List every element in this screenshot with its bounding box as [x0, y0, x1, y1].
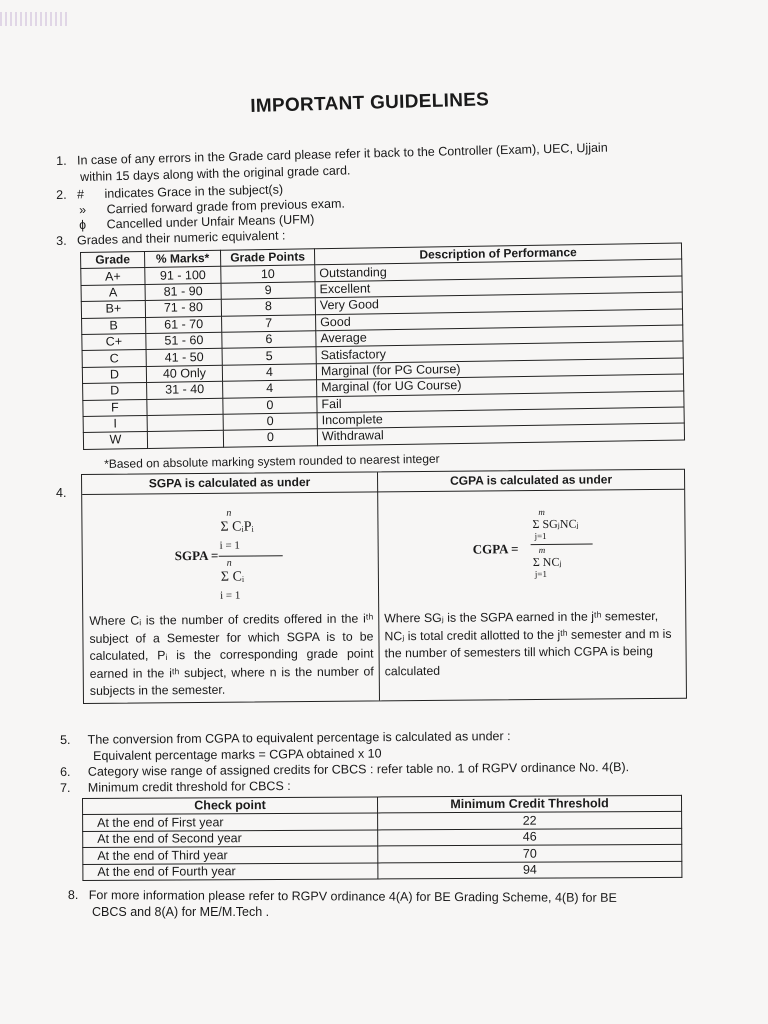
marks-cell: 40 Only	[146, 365, 222, 383]
checkpoint-cell: At the end of Third year	[83, 846, 378, 864]
header-description: Description of Performance	[314, 243, 681, 265]
grace-text: indicates Grace in the subject(s)	[104, 182, 284, 201]
description-cell: Average	[316, 325, 683, 347]
marks-cell: 31 - 40	[147, 381, 223, 399]
marks-cell: 71 - 80	[145, 299, 221, 317]
marks-cell: 61 - 70	[146, 316, 222, 334]
item-1: 1. In case of any errors in the Grade card please refer it back to the Controller (Exam), UEC, Ujjain	[56, 140, 608, 168]
sgpa-header: SGPA is calculated as under	[148, 474, 311, 491]
header-grade: Grade	[81, 251, 145, 268]
header-min-credit: Minimum Credit Threshold	[377, 795, 681, 813]
page-title: IMPORTANT GUIDELINES	[250, 89, 490, 117]
marks-cell: 81 - 90	[145, 283, 221, 301]
grade-table	[80, 243, 685, 450]
cgpa-label: CGPA =	[472, 541, 519, 557]
description-cell: Incomplete	[317, 407, 684, 429]
sgpa-upper-limit: n	[226, 507, 232, 519]
cgpa-denominator: Σ NCⱼ	[532, 554, 562, 570]
points-cell: 4	[223, 380, 317, 398]
marks-cell: 91 - 100	[145, 267, 221, 285]
sgpa-den-lower-limit: i = 1	[220, 589, 241, 602]
checkpoint-cell: At the end of First year	[83, 813, 378, 831]
checkpoint-cell: At the end of Second year	[83, 830, 378, 848]
item-5-line2: Equivalent percentage marks = CGPA obtained x 10	[93, 746, 382, 763]
marks-cell	[147, 414, 223, 432]
carry-forward-symbol: »	[79, 202, 87, 217]
points-cell: 10	[221, 265, 315, 283]
gpa-calculation-box	[81, 469, 687, 704]
item-7: 7. Minimum credit threshold for CBCS :	[60, 778, 291, 795]
sgpa-description: Where Cᵢ is the number of credits offered in the iᵗʰ subject of a Semester for which SGPA is to be calculated, Pᵢ is the corresponding grade point earned in the iᵗʰ subject, where n is the number of subjects in the semester.	[89, 611, 374, 698]
checkpoint-cell: At the end of Fourth year	[83, 863, 378, 881]
item-1-line1: In case of any errors in the Grade card please refer it back to the Controller (Exam), UEC, Ujjain	[76, 140, 608, 168]
cgpa-den-lower-limit: j=1	[534, 568, 548, 580]
carry-forward-text: Carried forward grade from previous exam.	[106, 196, 346, 217]
description-cell: Good	[316, 309, 683, 331]
grade-cell: D	[83, 383, 147, 400]
item-8: 8. For more information please refer to RGPV ordinance 4(A) for BE Grading Scheme, 4(B) for BE	[67, 888, 617, 905]
points-cell: 0	[223, 429, 317, 447]
points-cell: 4	[222, 364, 316, 382]
points-cell: 7	[222, 314, 316, 332]
cgpa-numerator: Σ SGⱼNCⱼ	[532, 516, 579, 532]
description-cell: Very Good	[315, 292, 682, 314]
credit-threshold-table	[82, 795, 682, 882]
item-5: 5. The conversion from CGPA to equivalent percentage is calculated as under :	[60, 729, 511, 747]
stamp-mark	[0, 12, 70, 26]
sgpa-numerator: Σ CᵢPᵢ	[220, 519, 254, 535]
cgpa-upper-limit: m	[538, 506, 545, 518]
points-cell: 0	[223, 396, 317, 414]
marks-cell	[147, 431, 223, 449]
points-cell: 5	[222, 347, 316, 365]
item-4-number: 4.	[56, 486, 67, 500]
ufm-symbol: ɸ	[79, 217, 87, 232]
cgpa-lower-limit: j=1	[534, 530, 547, 542]
description-cell: Withdrawal	[317, 423, 684, 445]
description-cell: Outstanding	[315, 259, 682, 281]
cgpa-header: CGPA is calculated as under	[449, 472, 613, 488]
points-cell: 8	[221, 298, 315, 316]
credit-cell: 70	[378, 845, 682, 863]
table-row	[83, 861, 682, 881]
grade-cell: A+	[81, 268, 145, 285]
sgpa-fraction-bar	[219, 555, 283, 557]
description-cell: Marginal (for UG Course)	[317, 374, 684, 396]
item-2: 2. # indicates Grace in the subject(s)	[56, 182, 284, 202]
sgpa-label: SGPA =	[174, 547, 219, 564]
description-cell: Excellent	[315, 276, 682, 298]
marks-cell	[147, 398, 223, 416]
points-cell: 0	[223, 413, 317, 431]
marks-cell: 41 - 50	[146, 349, 222, 367]
cgpa-description: Where SGⱼ is the SGPA earned in the jᵗʰ semester, NCⱼ is total credit allotted to the jᵗʰ semester and m is the number of semesters till which CGPA is being calculated	[384, 608, 672, 678]
grade-cell: C+	[82, 333, 146, 350]
sgpa-lower-limit: i = 1	[219, 539, 240, 552]
grade-cell: I	[83, 415, 147, 432]
grade-cell: B	[82, 317, 146, 334]
sgpa-denominator: Σ Cᵢ	[220, 569, 245, 585]
points-cell: 9	[221, 282, 315, 300]
credit-cell: 22	[378, 812, 682, 830]
grade-footnote: *Based on absolute marking system rounded to nearest integer	[104, 451, 440, 471]
item-1-line2: within 15 days along with the original grade card.	[80, 163, 351, 184]
marks-cell: 51 - 60	[146, 332, 222, 350]
credit-cell: 94	[378, 861, 682, 879]
credit-cell: 46	[378, 828, 682, 846]
grade-cell: B+	[81, 301, 145, 318]
grade-cell: C	[82, 350, 146, 367]
ufm-text: Cancelled under Unfair Means (UFM)	[106, 212, 315, 232]
description-cell: Marginal (for PG Course)	[316, 358, 683, 380]
item-6: 6. Category wise range of assigned credits for CBCS : refer table no. 1 of RGPV ordinance No. 4(B).	[60, 760, 630, 779]
points-cell: 6	[222, 331, 316, 349]
description-cell: Fail	[317, 391, 684, 413]
header-marks: % Marks*	[144, 250, 220, 268]
description-cell: Satisfactory	[316, 341, 683, 363]
header-grade-points: Grade Points	[220, 249, 314, 267]
item-8-line2: CBCS and 8(A) for ME/M.Tech .	[92, 905, 270, 919]
grade-cell: W	[83, 432, 147, 449]
cgpa-den-upper-limit: m	[538, 544, 546, 556]
grace-symbol: #	[76, 187, 85, 202]
grade-cell: A	[81, 284, 145, 301]
grade-cell: D	[82, 366, 146, 383]
sgpa-den-upper-limit: n	[226, 557, 232, 569]
header-check-point: Check point	[83, 797, 378, 815]
grade-cell: F	[83, 399, 147, 416]
item-3: 3. Grades and their numeric equivalent :	[56, 228, 286, 248]
